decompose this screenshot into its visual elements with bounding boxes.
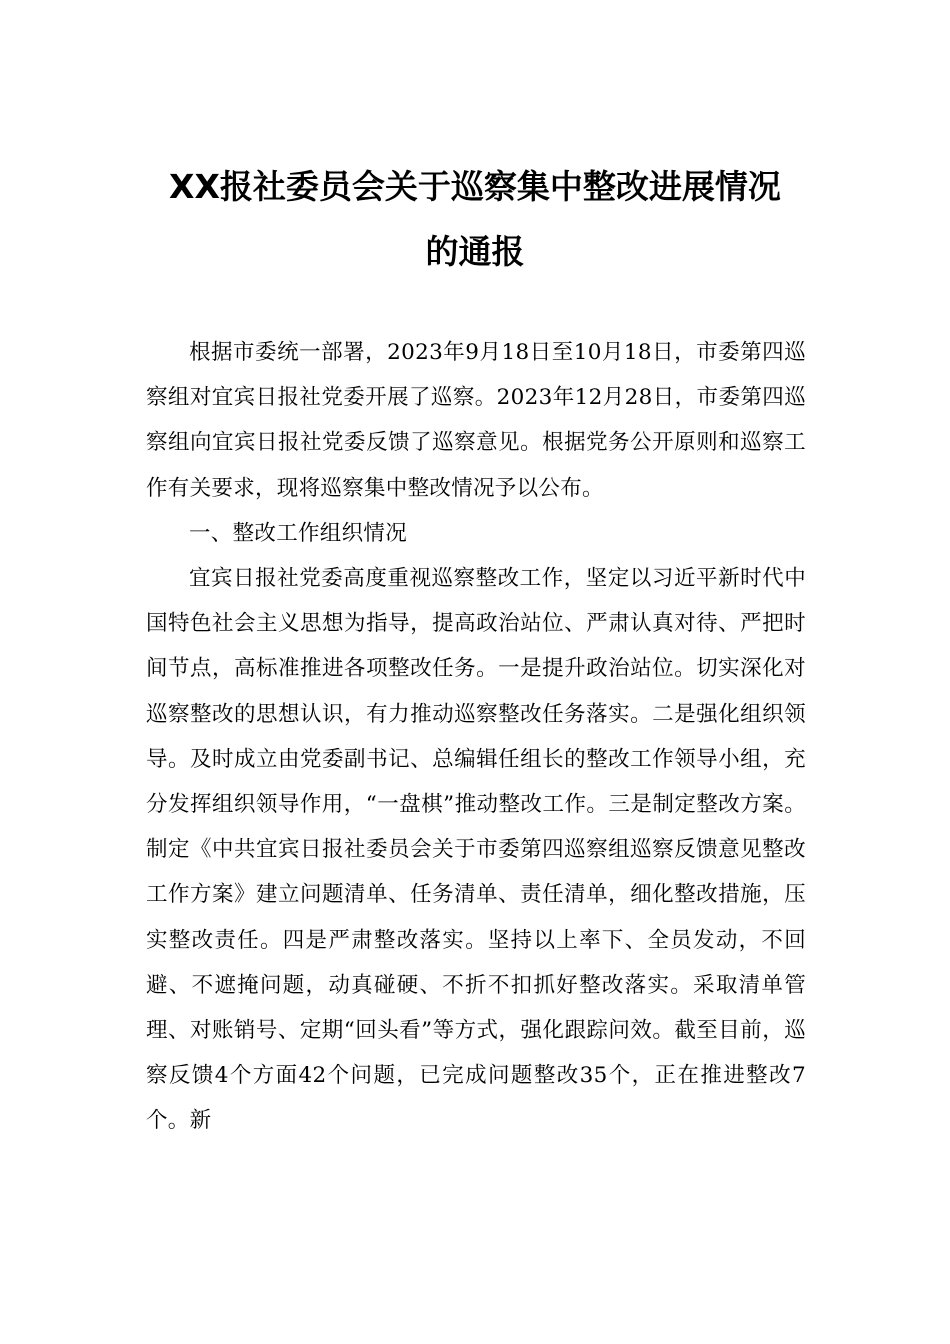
section-paragraph: 宜宾日报社党委高度重视巡察整改工作，坚定以习近平新时代中国特色社会主义思想为指导，提高政治站位、严肃认真对待、严把时间节点，高标准推进各项整改任务。一是提升政治站位。切实深化对巡察整改的思想认识，有力推动巡察整改任务落实。二是强化组织领导。及时成立由党委副书记、总编辑任组长的整改工作领导小组，充分发挥组织领导作用，“一盘棋”推动整改工作。三是制定整改方案。制定《中共宜宾日报社委员会关于市委第四巡察组巡察反馈意见整改工作方案》建立问题清单、任务清单、责任清单，细化整改措施，压实整改责任。四是严肃整改落实。坚持以上率下、全员发动，不回避、不遮掩问题，动真碰硬、不折不扣抓好整改落实。采取清单管理、对账销号、定期“回头看”等方式，强化跟踪问效。截至目前，巡察反馈4个方面42个问题，已完成问题整改35个，正在推进整改7个。新	[146, 566, 806, 1134]
document-title-line-2: 的通报	[425, 232, 525, 271]
section-heading: 一、整改工作组织情况	[189, 520, 408, 546]
intro-paragraph: 根据市委统一部署，2023年9月18日至10月18日，市委第四巡察组对宜宾日报社党委开展了巡察。2023年12月28日，市委第四巡察组向宜宾日报社党委反馈了巡察意见。根据党务公开原则和巡察工作有关要求，现将巡察集中整改情况予以公布。	[146, 340, 806, 501]
document-title-line-1: XX报社委员会关于巡察集中整改进展情况	[169, 167, 781, 206]
document-body	[146, 330, 806, 1144]
